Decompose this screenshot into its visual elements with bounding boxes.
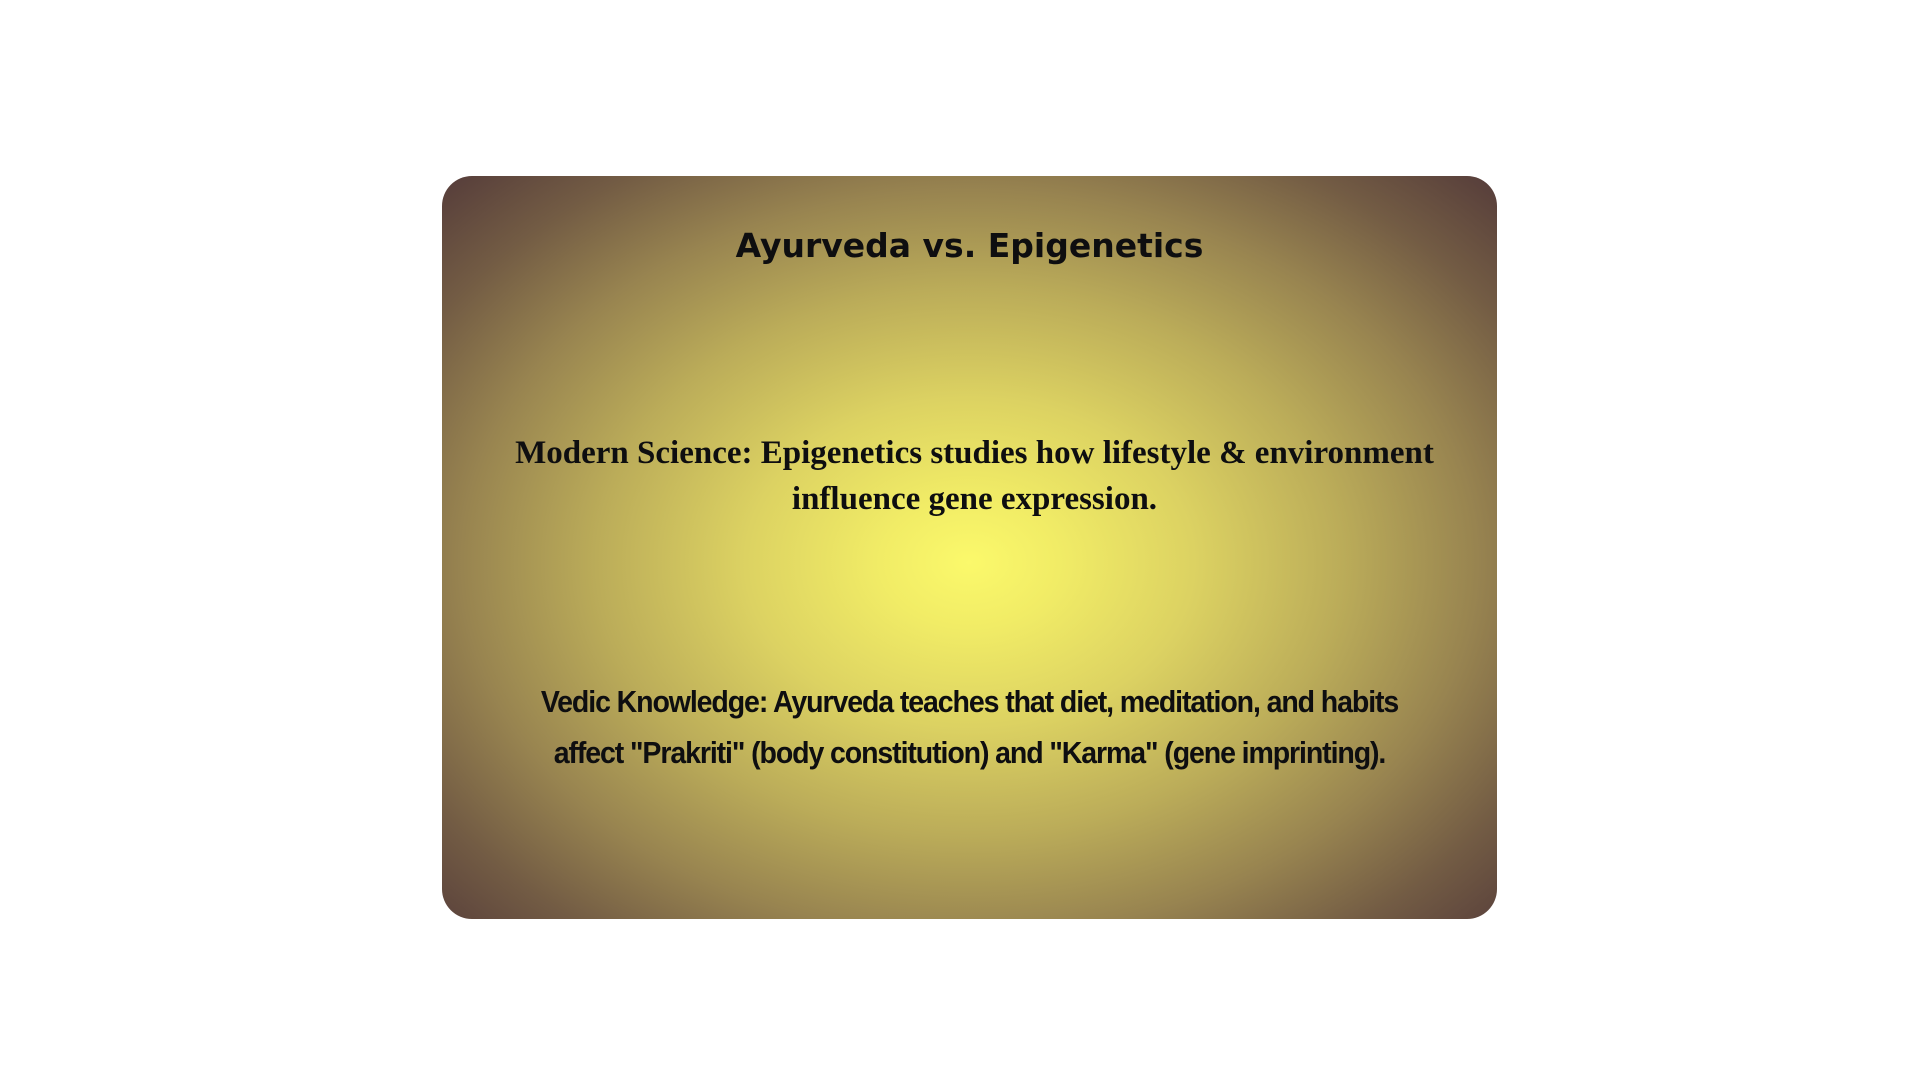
slide-card [442,176,1497,919]
slide-title: Ayurveda vs. Epigenetics [735,226,1204,265]
vedic-knowledge-text: Vedic Knowledge: Ayurveda teaches that diet, meditation, and habits affect "Prakriti" (body constitution) and "Karma" (gene imprinting). [540,684,1399,770]
modern-science-text: Modern Science: Epigenetics studies how lifestyle & environment influence gene expression. [515,435,1434,517]
